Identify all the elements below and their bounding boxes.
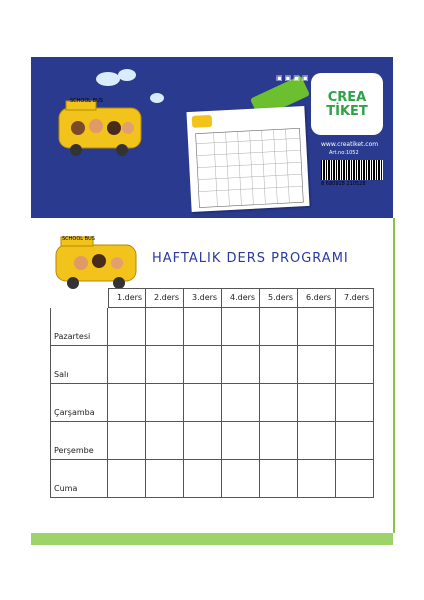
bus-illustration bbox=[53, 235, 143, 290]
cloud-icon bbox=[96, 72, 120, 86]
day-cell bbox=[50, 384, 108, 422]
bottom-band bbox=[31, 533, 393, 545]
column-label: 6.ders bbox=[306, 293, 332, 302]
icon-strip: ▣▣▣▣ bbox=[276, 74, 311, 82]
schedule-cell[interactable] bbox=[222, 422, 260, 460]
column-label: 7.ders bbox=[344, 293, 370, 302]
schedule-cell[interactable] bbox=[260, 422, 298, 460]
header-cell bbox=[184, 288, 222, 308]
schedule-cell[interactable] bbox=[146, 346, 184, 384]
schedule-cell[interactable] bbox=[336, 460, 374, 498]
schedule-cell[interactable] bbox=[146, 422, 184, 460]
schedule-cell[interactable] bbox=[336, 308, 374, 346]
column-label: 2.ders bbox=[154, 293, 180, 302]
schedule-cell[interactable] bbox=[336, 384, 374, 422]
schedule-cell[interactable] bbox=[184, 460, 222, 498]
schedule-cell[interactable] bbox=[336, 346, 374, 384]
schedule-cell[interactable] bbox=[184, 346, 222, 384]
brand-logo bbox=[311, 73, 383, 135]
schedule-cell[interactable] bbox=[260, 460, 298, 498]
column-label: 4.ders bbox=[230, 293, 256, 302]
schedule-title: HAFTALIK DERS PROGRAMI bbox=[152, 251, 349, 266]
schedule-cell[interactable] bbox=[184, 384, 222, 422]
schedule-cell[interactable] bbox=[108, 308, 146, 346]
brand-logo-text: CREA TİKET bbox=[326, 90, 368, 119]
schedule-cell[interactable] bbox=[184, 422, 222, 460]
schedule-cell[interactable] bbox=[222, 346, 260, 384]
bus-illustration bbox=[56, 98, 146, 158]
header-cell bbox=[222, 288, 260, 308]
schedule-cell[interactable] bbox=[184, 308, 222, 346]
schedule-cell[interactable] bbox=[146, 384, 184, 422]
header-cell bbox=[336, 288, 374, 308]
schedule-cell[interactable] bbox=[298, 346, 336, 384]
day-cell bbox=[50, 346, 108, 384]
schedule-cell[interactable] bbox=[108, 384, 146, 422]
day-label: Salı bbox=[54, 370, 69, 379]
day-label: Pazartesi bbox=[54, 332, 91, 341]
schedule-cell[interactable] bbox=[298, 308, 336, 346]
barcode bbox=[321, 160, 383, 180]
barcode-number: 8 680918 210528 bbox=[321, 181, 366, 187]
article-number: Art.no:1052 bbox=[329, 150, 359, 156]
mini-schedule-preview bbox=[186, 106, 309, 212]
schedule-cell[interactable] bbox=[260, 384, 298, 422]
day-label: Çarşamba bbox=[54, 408, 95, 417]
schedule-cell[interactable] bbox=[146, 460, 184, 498]
schedule-cell[interactable] bbox=[222, 308, 260, 346]
day-label: Cuma bbox=[54, 484, 78, 493]
schedule-grid bbox=[50, 288, 377, 500]
schedule-cell[interactable] bbox=[108, 346, 146, 384]
schedule-cell[interactable] bbox=[222, 460, 260, 498]
day-cell bbox=[50, 308, 108, 346]
cloud-icon bbox=[118, 69, 136, 81]
schedule-cell[interactable] bbox=[222, 384, 260, 422]
schedule-cell[interactable] bbox=[336, 422, 374, 460]
schedule-cell[interactable] bbox=[260, 308, 298, 346]
bus-sign: SCHOOL BUS bbox=[70, 98, 103, 104]
bus-sign: SCHOOL BUS bbox=[62, 236, 95, 242]
cloud-icon bbox=[150, 93, 164, 103]
column-label: 3.ders bbox=[192, 293, 218, 302]
schedule-cell[interactable] bbox=[108, 422, 146, 460]
schedule-cell[interactable] bbox=[108, 460, 146, 498]
schedule-cell[interactable] bbox=[298, 384, 336, 422]
column-label: 5.ders bbox=[268, 293, 294, 302]
header-cell bbox=[146, 288, 184, 308]
day-cell bbox=[50, 460, 108, 498]
day-cell bbox=[50, 422, 108, 460]
website-text: www.creatiket.com bbox=[321, 141, 379, 148]
schedule-cell[interactable] bbox=[298, 422, 336, 460]
header-cell bbox=[260, 288, 298, 308]
header-cell bbox=[298, 288, 336, 308]
day-label: Perşembe bbox=[54, 446, 94, 455]
schedule-cell[interactable] bbox=[260, 346, 298, 384]
schedule-cell[interactable] bbox=[298, 460, 336, 498]
schedule-cell[interactable] bbox=[146, 308, 184, 346]
header-cell bbox=[108, 288, 146, 308]
column-label: 1.ders bbox=[117, 293, 143, 302]
